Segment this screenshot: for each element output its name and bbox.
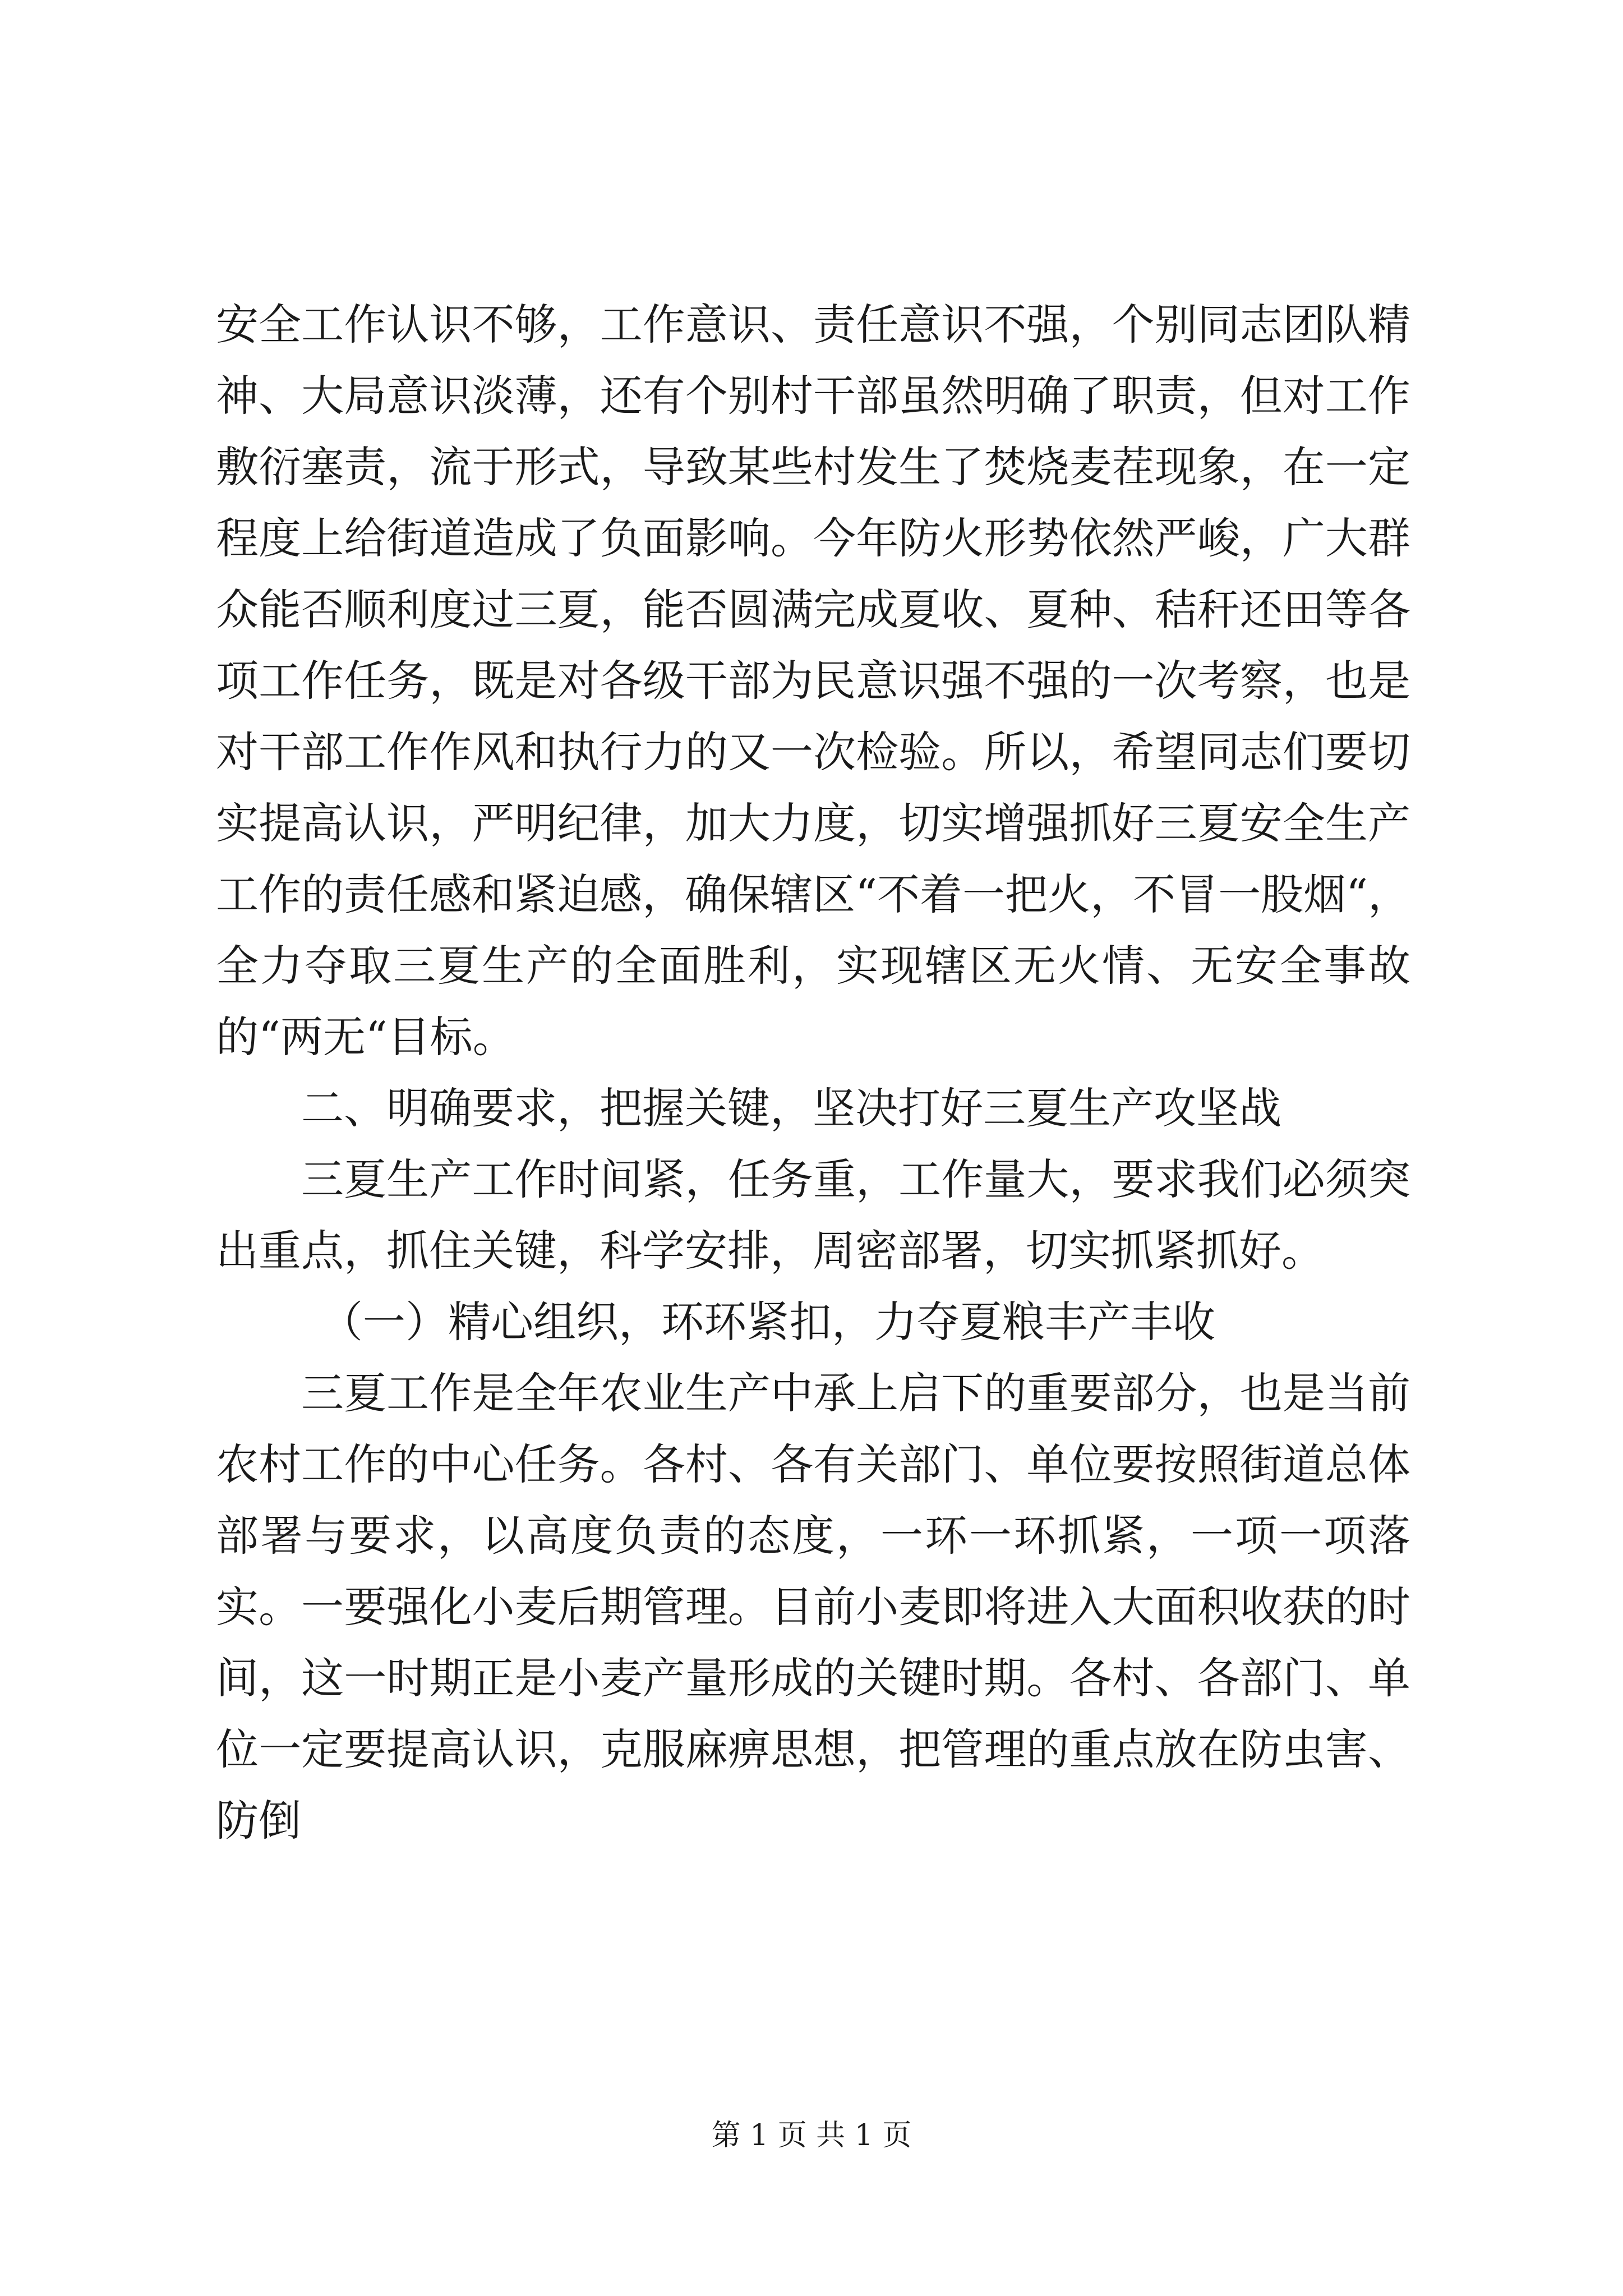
paragraph: 三夏生产工作时间紧，任务重，工作量大，要求我们必须突出重点，抓住关键，科学安排，周密部署，切实抓紧抓好。	[216, 1154, 1410, 1276]
document-body	[216, 289, 1410, 1856]
paragraph-continued: 安全工作认识不够，工作意识、责任意识不强，个别同志团队精神、大局意识淡薄，还有个别村干部虽然明确了职责，但对工作敷衍塞责，流于形式，导致某些村发生了焚烧麦茬现象，在一定程度上给街道造成了负面影响。今年防火形势依然严峻，广大群众能否顺利度过三夏，能否圆满完成夏收、夏种、秸秆还田等各项工作任务，既是对各级干部为民意识强不强的一次考察，也是对干部工作作风和执行力的又一次检验。所以，希望同志们要切实提高认识，严明纪律，加大力度，切实增强抓好三夏安全生产工作的责任感和紧迫感，确保辖区“不着一把火，不冒一股烟“，全力夺取三夏生产的全面胜利，实现辖区无火情、无安全事故的“两无“目标。	[216, 300, 1410, 1062]
paragraph: 三夏工作是全年农业生产中承上启下的重要部分，也是当前农村工作的中心任务。各村、各有关部门、单位要按照街道总体部署与要求，以高度负责的态度，一环一环抓紧，一项一项落实。一要强化小麦后期管理。目前小麦即将进入大面积收获的时间，这一时期正是小麦产量形成的关键时期。各村、各部门、单位一定要提高认识，克服麻痹思想，把管理的重点放在防虫害、防倒	[216, 1368, 1410, 1846]
section-heading: 二、明确要求，把握关键，坚决打好三夏生产攻坚战	[301, 1083, 1281, 1133]
subsection-heading: （一）精心组织，环环紧扣，力夺夏粮丰产丰收	[320, 1297, 1215, 1347]
page-footer: 第 1 页 共 1 页	[711, 2119, 912, 2152]
